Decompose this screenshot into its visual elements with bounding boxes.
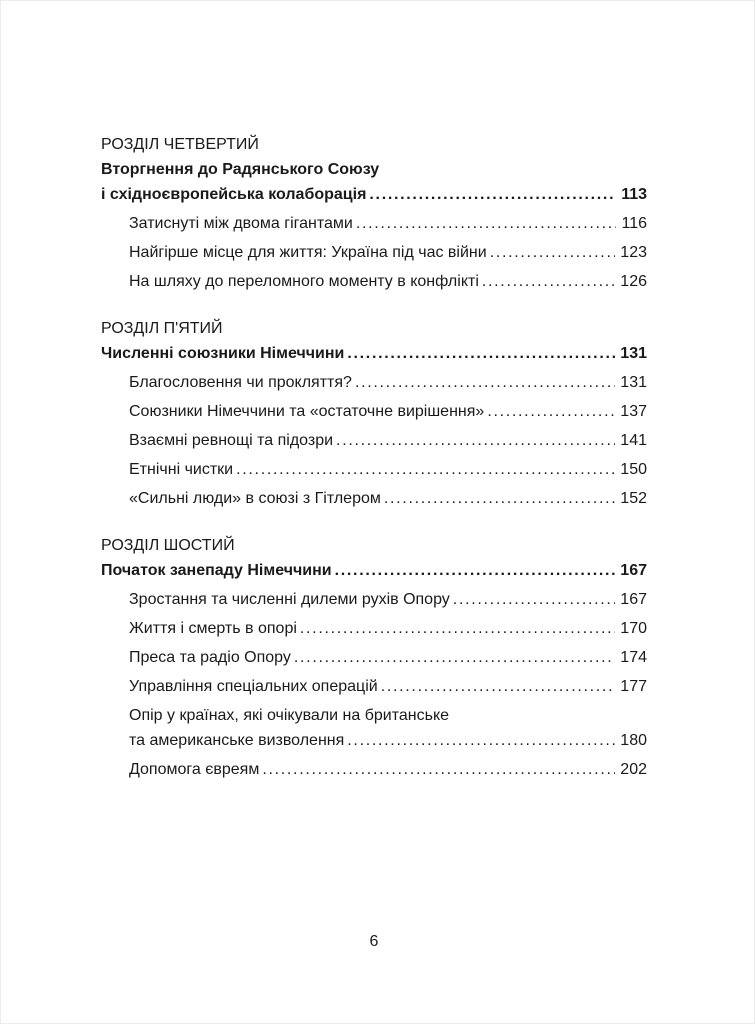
- entry-title-text: Найгірше місце для життя: Україна під час війни: [129, 244, 487, 261]
- entry-page-number: 126: [620, 273, 647, 290]
- dot-leader: [335, 558, 616, 583]
- entry-title-text: На шляху до переломного моменту в конфлікті: [129, 273, 479, 290]
- entry-page-number: 116: [621, 215, 647, 232]
- toc-entry: [129, 703, 647, 753]
- dot-leader: [453, 587, 616, 612]
- entry-page-number: 152: [620, 490, 647, 507]
- chapter-title: [101, 558, 647, 583]
- toc-entry: [129, 370, 647, 395]
- entry-title-text: і східноєвропейська колаборація: [101, 186, 367, 203]
- toc-entry-row: [129, 269, 647, 294]
- dot-leader: [369, 182, 616, 207]
- entry-page-number: 137: [620, 403, 647, 420]
- toc-entry-row: [129, 587, 647, 612]
- entry-title-text: Початок занепаду Німеччини: [101, 562, 332, 579]
- toc-entry: [129, 645, 647, 670]
- dot-leader: [490, 240, 616, 265]
- entry-page-number: 123: [620, 244, 647, 261]
- toc-entry-row: [129, 240, 647, 265]
- dot-leader: [262, 757, 615, 782]
- chapter-title: [101, 157, 647, 207]
- toc-entry: [129, 399, 647, 424]
- chapter-kicker: РОЗДІЛ ШОСТИЙ: [101, 537, 235, 554]
- entry-page-number: 202: [620, 761, 647, 778]
- page-folio: 6: [369, 933, 379, 950]
- dot-leader: [482, 269, 615, 294]
- entry-title-text: Преса та радіо Опору: [129, 649, 291, 666]
- toc-entry: [129, 757, 647, 782]
- toc-entry: [129, 486, 647, 511]
- dot-leader: [355, 370, 615, 395]
- entry-title-text: та американське визволення: [129, 732, 345, 749]
- toc-section: [101, 316, 647, 511]
- entry-title-text: «Сильні люди» в союзі з Гітлером: [129, 490, 381, 507]
- entry-title-text: Численні союзники Німеччини: [101, 345, 345, 362]
- chapter-title-row: [101, 182, 647, 207]
- entry-title-text: Життя і смерть в опорі: [129, 620, 297, 637]
- toc-entry-row: [129, 211, 647, 236]
- chapter-kicker: РОЗДІЛ ЧЕТВЕРТИЙ: [101, 136, 259, 153]
- entry-page-number: 113: [621, 186, 647, 203]
- entry-title-text: Допомога євреям: [129, 761, 260, 778]
- toc-entry-row: [129, 674, 647, 699]
- chapter-title: [101, 341, 647, 366]
- entry-page-number: 150: [620, 461, 647, 478]
- chapter-kicker: РОЗДІЛ П'ЯТИЙ: [101, 320, 223, 337]
- entry-title-text: Управління спеціальних операцій: [129, 678, 378, 695]
- dot-leader: [356, 211, 617, 236]
- toc-entry-row: [129, 728, 647, 753]
- dot-leader: [336, 428, 615, 453]
- entry-page-number: 180: [620, 732, 647, 749]
- entry-page-number: 131: [620, 374, 647, 391]
- entry-page-number: 170: [620, 620, 647, 637]
- dot-leader: [300, 616, 615, 641]
- toc-entry: [129, 457, 647, 482]
- toc-entry: [129, 428, 647, 453]
- toc-entry-row: [129, 645, 647, 670]
- table-of-contents: [101, 132, 647, 804]
- entry-title-text: Союзники Німеччини та «остаточне вирішення»: [129, 403, 485, 420]
- toc-entry: [129, 211, 647, 236]
- toc-entry-row: [129, 428, 647, 453]
- dot-leader: [294, 645, 615, 670]
- dot-leader: [236, 457, 615, 482]
- toc-section: [101, 533, 647, 782]
- entry-page-number: 167: [620, 591, 647, 608]
- dot-leader: [487, 399, 615, 424]
- toc-section: [101, 132, 647, 294]
- entry-title-text: Взаємні ревнощі та підозри: [129, 432, 334, 449]
- entry-title-text: Благословення чи прокляття?: [129, 374, 352, 391]
- toc-entry: [129, 674, 647, 699]
- toc-entry-row: [129, 370, 647, 395]
- entry-title-text: Затиснуті між двома гігантами: [129, 215, 353, 232]
- entry-page-number: 167: [620, 562, 647, 579]
- entry-title-text: Зростання та численні дилеми рухів Опору: [129, 591, 450, 608]
- entry-page-number: 131: [620, 345, 647, 362]
- entry-wrap-line: Опір у країнах, які очікували на британське: [129, 707, 450, 724]
- dot-leader: [381, 674, 616, 699]
- toc-entry: [129, 616, 647, 641]
- entry-wrap-line: Вторгнення до Радянського Союзу: [101, 161, 380, 178]
- toc-entry: [129, 240, 647, 265]
- entry-page-number: 174: [620, 649, 647, 666]
- toc-entry-row: [129, 457, 647, 482]
- chapter-title-row: [101, 341, 647, 366]
- toc-entry-row: [129, 399, 647, 424]
- toc-entry-row: [129, 486, 647, 511]
- dot-leader: [384, 486, 615, 511]
- entry-title-text: Етнічні чистки: [129, 461, 234, 478]
- toc-entry: [129, 587, 647, 612]
- entry-page-number: 177: [620, 678, 647, 695]
- toc-entry-row: [129, 616, 647, 641]
- dot-leader: [347, 341, 615, 366]
- dot-leader: [347, 728, 615, 753]
- entry-page-number: 141: [620, 432, 647, 449]
- toc-entry-row: [129, 757, 647, 782]
- toc-entry: [129, 269, 647, 294]
- chapter-title-row: [101, 558, 647, 583]
